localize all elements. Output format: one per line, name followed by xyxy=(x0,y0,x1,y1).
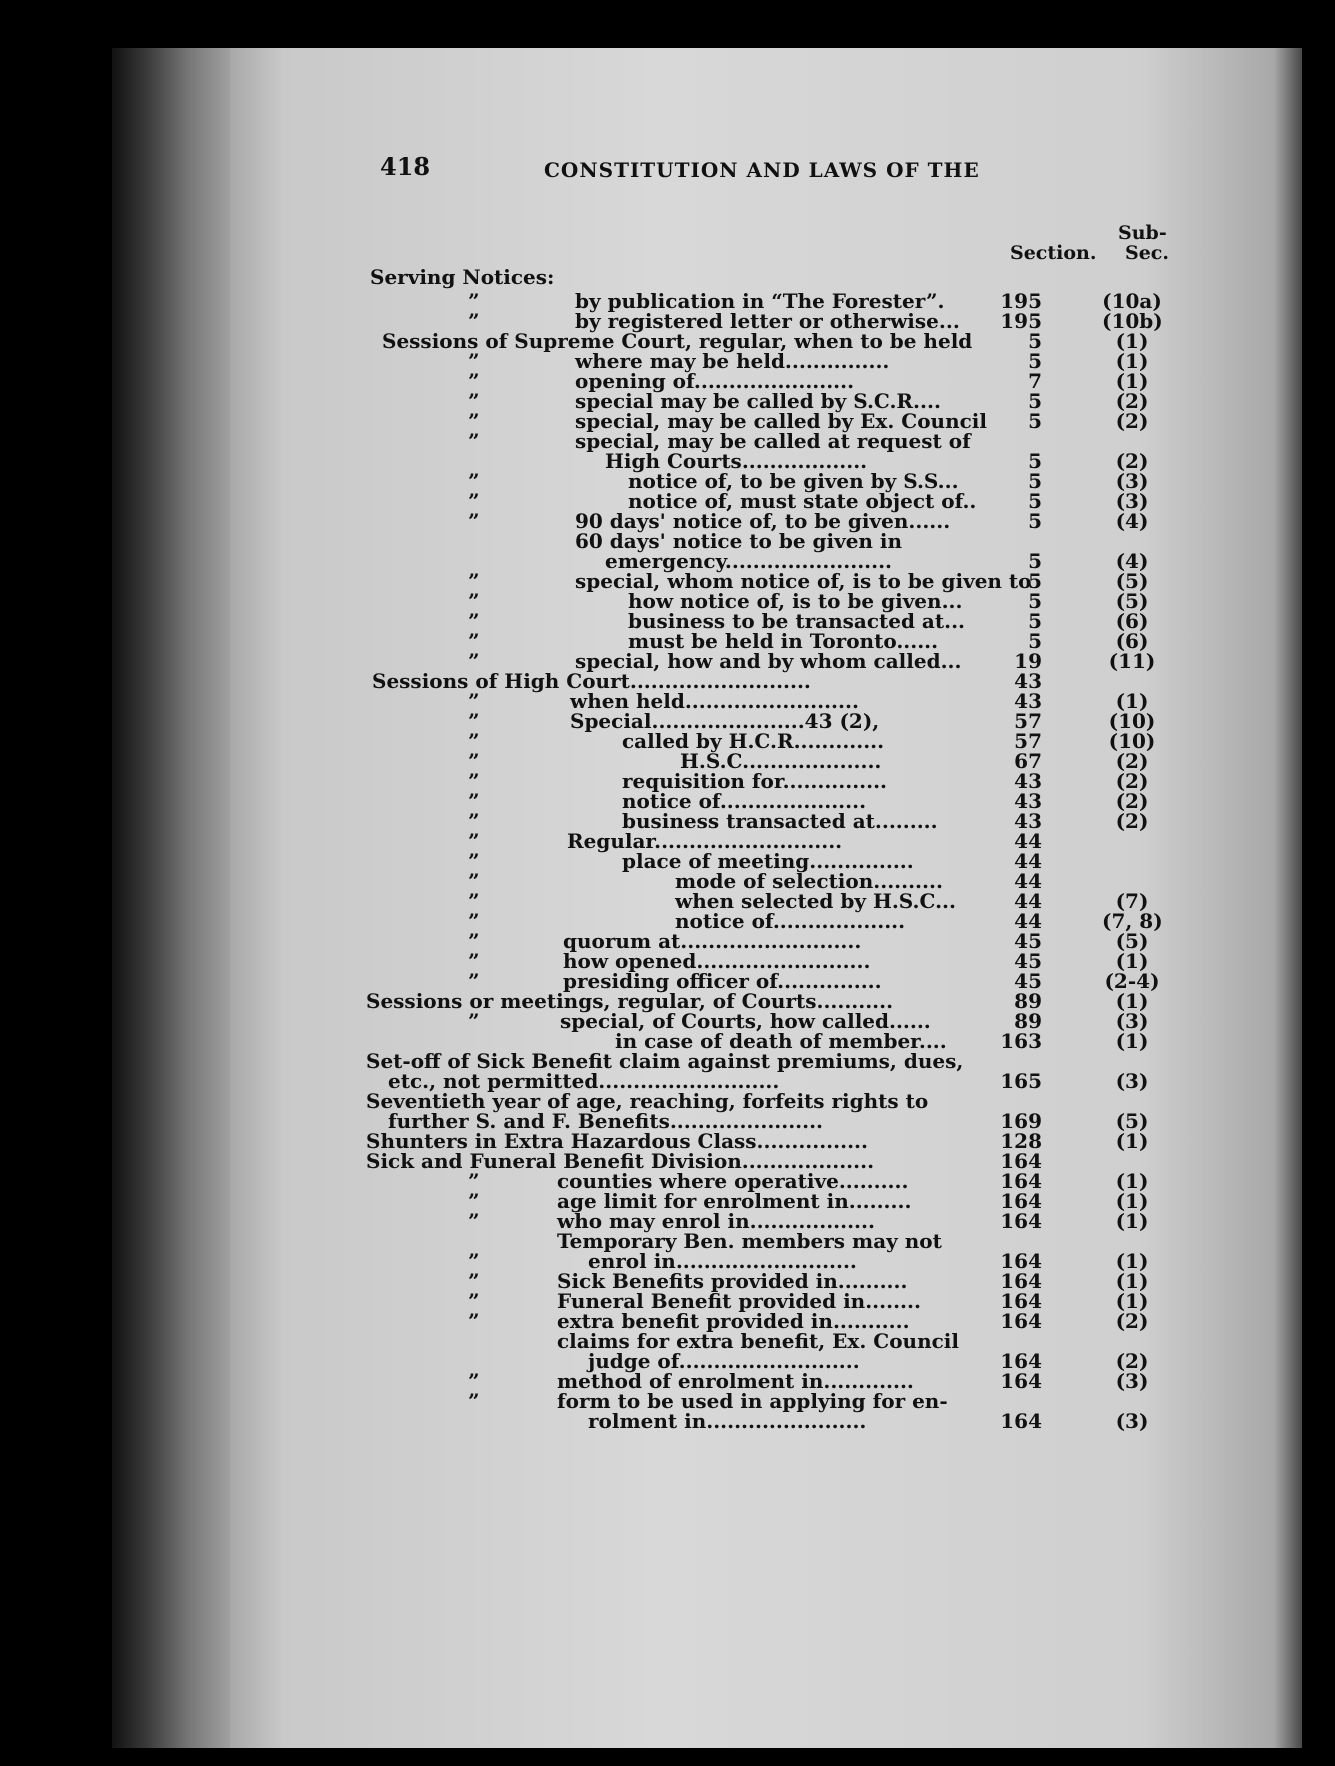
subsection-number: (1) xyxy=(1115,349,1149,373)
ditto-mark: ” xyxy=(468,1209,480,1233)
entry-text: mode of selection.......... xyxy=(675,869,943,893)
entry-text: presiding officer of............... xyxy=(563,969,882,993)
subsection-number: (5) xyxy=(1115,569,1149,593)
subsection-number: (10b) xyxy=(1102,309,1163,333)
section-number: 19 xyxy=(1014,649,1042,673)
subsection-number: (2) xyxy=(1115,749,1149,773)
section-number: 169 xyxy=(1000,1109,1042,1133)
section-number: 44 xyxy=(1014,829,1042,853)
subsection-number: (1) xyxy=(1115,1289,1149,1313)
section-number: 5 xyxy=(1028,609,1042,633)
subsection-number: (5) xyxy=(1115,929,1149,953)
entry-text: who may enrol in.................. xyxy=(557,1209,875,1233)
entry-text: in case of death of member.... xyxy=(615,1029,947,1053)
ditto-mark: ” xyxy=(468,629,480,653)
section-number: 45 xyxy=(1014,949,1042,973)
ditto-mark: ” xyxy=(468,489,480,513)
subsection-number: (3) xyxy=(1115,1009,1149,1033)
ditto-mark: ” xyxy=(468,749,480,773)
section-number: 164 xyxy=(1000,1169,1042,1193)
entry-text: 90 days' notice of, to be given...... xyxy=(575,509,951,533)
entry-text: counties where operative.......... xyxy=(557,1169,909,1193)
subsection-number: (2) xyxy=(1115,809,1149,833)
subsection-number: (2) xyxy=(1115,409,1149,433)
entry-text: rolment in....................... xyxy=(588,1409,867,1433)
subsection-number: (4) xyxy=(1115,549,1149,573)
subsection-number: (3) xyxy=(1115,1069,1149,1093)
section-number: 164 xyxy=(1000,1289,1042,1313)
section-column-header: Section. xyxy=(1010,242,1097,264)
entry-text: method of enrolment in............. xyxy=(557,1369,914,1393)
section-number: 164 xyxy=(1000,1189,1042,1213)
subsection-number: (2) xyxy=(1115,789,1149,813)
entry-text: age limit for enrolment in......... xyxy=(557,1189,912,1213)
subsection-header-line2: Sec. xyxy=(1125,242,1169,264)
entry-text: business to be transacted at... xyxy=(628,609,966,633)
ditto-mark: ” xyxy=(468,769,480,793)
subsection-number: (5) xyxy=(1115,1109,1149,1133)
section-number: 5 xyxy=(1028,449,1042,473)
entry-text: Sick and Funeral Benefit Division................... xyxy=(366,1149,875,1173)
section-number: 5 xyxy=(1028,329,1042,353)
ditto-mark: ” xyxy=(468,909,480,933)
section-number: 165 xyxy=(1000,1069,1042,1093)
entry-text: H.S.C.................... xyxy=(680,749,882,773)
ditto-mark: ” xyxy=(468,369,480,393)
entry-text: when held......................... xyxy=(570,689,859,713)
section-number: 128 xyxy=(1000,1129,1042,1153)
entry-text: special, whom notice of, is to be given to xyxy=(575,569,1032,593)
ditto-mark: ” xyxy=(468,869,480,893)
subsection-number: (6) xyxy=(1115,609,1149,633)
entry-text: opening of....................... xyxy=(575,369,855,393)
section-number: 5 xyxy=(1028,469,1042,493)
section-number: 5 xyxy=(1028,629,1042,653)
subsection-number: (2) xyxy=(1115,1349,1149,1373)
section-number: 195 xyxy=(1000,289,1042,313)
entry-text: by registered letter or otherwise... xyxy=(575,309,960,333)
ditto-mark: ” xyxy=(468,1369,480,1393)
section-number: 195 xyxy=(1000,309,1042,333)
ditto-mark: ” xyxy=(468,289,480,313)
ditto-mark: ” xyxy=(468,1389,480,1413)
entry-text: special, may be called by Ex. Council xyxy=(575,409,987,433)
entry-text: form to be used in applying for en- xyxy=(557,1389,948,1413)
entry-text: etc., not permitted.......................... xyxy=(388,1069,780,1093)
entry-text: place of meeting............... xyxy=(622,849,914,873)
ditto-mark: ” xyxy=(468,1249,480,1273)
section-number: 44 xyxy=(1014,889,1042,913)
ditto-mark: ” xyxy=(468,1289,480,1313)
section-number: 164 xyxy=(1000,1349,1042,1373)
subsection-number: (1) xyxy=(1115,1209,1149,1233)
subsection-number: (2) xyxy=(1115,1309,1149,1333)
entry-text: Shunters in Extra Hazardous Class................ xyxy=(366,1129,868,1153)
entry-text: how notice of, is to be given... xyxy=(628,589,963,613)
ditto-mark: ” xyxy=(468,569,480,593)
ditto-mark: ” xyxy=(468,309,480,333)
section-number: 5 xyxy=(1028,509,1042,533)
entry-text: Sessions or meetings, regular, of Courts........... xyxy=(366,989,894,1013)
section-number: 7 xyxy=(1028,369,1042,393)
entry-text: notice of................... xyxy=(675,909,906,933)
index-entry xyxy=(0,850,1335,872)
ditto-mark: ” xyxy=(468,349,480,373)
section-number: 44 xyxy=(1014,909,1042,933)
ditto-mark: ” xyxy=(468,889,480,913)
ditto-mark: ” xyxy=(468,1169,480,1193)
subsection-number: (10) xyxy=(1108,709,1156,733)
entry-text: 60 days' notice to be given in xyxy=(575,529,903,553)
index-entry xyxy=(0,266,1335,288)
entry-text: how opened......................... xyxy=(563,949,871,973)
entry-text: Set-off of Sick Benefit claim against premiums, dues, xyxy=(366,1049,964,1073)
ditto-mark: ” xyxy=(468,1189,480,1213)
ditto-mark: ” xyxy=(468,409,480,433)
section-number: 164 xyxy=(1000,1309,1042,1333)
section-number: 57 xyxy=(1014,709,1042,733)
ditto-mark: ” xyxy=(468,469,480,493)
ditto-mark: ” xyxy=(468,789,480,813)
entry-text: emergency........................ xyxy=(605,549,893,573)
subsection-number: (1) xyxy=(1115,1189,1149,1213)
subsection-number: (2) xyxy=(1115,449,1149,473)
ditto-mark: ” xyxy=(468,609,480,633)
section-number: 5 xyxy=(1028,389,1042,413)
section-number: 45 xyxy=(1014,929,1042,953)
subsection-number: (3) xyxy=(1115,489,1149,513)
running-title: CONSTITUTION AND LAWS OF THE xyxy=(544,158,980,182)
index-entry xyxy=(0,1410,1335,1432)
ditto-mark: ” xyxy=(468,589,480,613)
entry-text: Temporary Ben. members may not xyxy=(557,1229,942,1253)
section-number: 5 xyxy=(1028,349,1042,373)
ditto-mark: ” xyxy=(468,729,480,753)
section-number: 5 xyxy=(1028,549,1042,573)
subsection-number: (1) xyxy=(1115,1249,1149,1273)
section-number: 163 xyxy=(1000,1029,1042,1053)
entry-text: Regular........................... xyxy=(567,829,843,853)
subsection-number: (1) xyxy=(1115,1269,1149,1293)
section-number: 5 xyxy=(1028,569,1042,593)
ditto-mark: ” xyxy=(468,969,480,993)
section-number: 164 xyxy=(1000,1249,1042,1273)
subsection-number: (3) xyxy=(1115,1409,1149,1433)
ditto-mark: ” xyxy=(468,1009,480,1033)
section-number: 43 xyxy=(1014,689,1042,713)
entry-text: notice of, to be given by S.S... xyxy=(628,469,959,493)
entry-text: quorum at.......................... xyxy=(563,929,862,953)
subsection-number: (5) xyxy=(1115,589,1149,613)
subsection-number: (7) xyxy=(1115,889,1149,913)
section-number: 164 xyxy=(1000,1409,1042,1433)
subsection-number: (1) xyxy=(1115,1169,1149,1193)
subsection-number: (1) xyxy=(1115,1029,1149,1053)
entry-text: extra benefit provided in........... xyxy=(557,1309,910,1333)
entry-text: must be held in Toronto...... xyxy=(628,629,939,653)
subsection-number: (10) xyxy=(1108,729,1156,753)
subsection-number: (3) xyxy=(1115,469,1149,493)
subsection-header-line1: Sub- xyxy=(1118,222,1167,244)
subsection-number: (2-4) xyxy=(1104,969,1160,993)
entry-text: Sessions of Supreme Court, regular, when to be held xyxy=(382,329,973,353)
ditto-mark: ” xyxy=(468,1269,480,1293)
ditto-mark: ” xyxy=(468,689,480,713)
entry-text: Funeral Benefit provided in........ xyxy=(557,1289,921,1313)
entry-text: Seventieth year of age, reaching, forfeits rights to xyxy=(366,1089,929,1113)
section-number: 43 xyxy=(1014,769,1042,793)
subsection-number: (1) xyxy=(1115,949,1149,973)
entry-text: High Courts.................. xyxy=(605,449,868,473)
ditto-mark: ” xyxy=(468,389,480,413)
entry-text: enrol in.......................... xyxy=(588,1249,857,1273)
ditto-mark: ” xyxy=(468,649,480,673)
section-number: 89 xyxy=(1014,1009,1042,1033)
section-number: 44 xyxy=(1014,849,1042,873)
subsection-number: (3) xyxy=(1115,1369,1149,1393)
entry-text: further S. and F. Benefits...................... xyxy=(388,1109,824,1133)
entry-text: called by H.C.R............. xyxy=(622,729,885,753)
ditto-mark: ” xyxy=(468,1309,480,1333)
subsection-number: (2) xyxy=(1115,769,1149,793)
section-number: 89 xyxy=(1014,989,1042,1013)
entry-text: Sessions of High Court.......................... xyxy=(372,669,811,693)
section-number: 43 xyxy=(1014,669,1042,693)
section-number: 164 xyxy=(1000,1269,1042,1293)
entry-text: requisition for............... xyxy=(622,769,888,793)
ditto-mark: ” xyxy=(468,709,480,733)
section-number: 43 xyxy=(1014,809,1042,833)
ditto-mark: ” xyxy=(468,429,480,453)
section-number: 164 xyxy=(1000,1209,1042,1233)
page-number: 418 xyxy=(380,152,431,181)
subsection-number: (1) xyxy=(1115,989,1149,1013)
section-number: 57 xyxy=(1014,729,1042,753)
ditto-mark: ” xyxy=(468,809,480,833)
subsection-number: (1) xyxy=(1115,1129,1149,1153)
ditto-mark: ” xyxy=(468,949,480,973)
section-number: 5 xyxy=(1028,589,1042,613)
entry-text: judge of.......................... xyxy=(588,1349,860,1373)
subsection-number: (1) xyxy=(1115,369,1149,393)
subsection-number: (4) xyxy=(1115,509,1149,533)
subsection-number: (2) xyxy=(1115,389,1149,413)
entry-text: special may be called by S.C.R.... xyxy=(575,389,941,413)
entry-text: by publication in “The Forester”. xyxy=(575,289,945,313)
section-number: 164 xyxy=(1000,1369,1042,1393)
ditto-mark: ” xyxy=(468,509,480,533)
entry-text: business transacted at......... xyxy=(622,809,938,833)
entry-text: notice of..................... xyxy=(622,789,867,813)
subsection-number: (1) xyxy=(1115,329,1149,353)
entry-text: notice of, must state object of.. xyxy=(628,489,977,513)
entry-text: where may be held............... xyxy=(575,349,890,373)
subsection-number: (1) xyxy=(1115,689,1149,713)
subsection-number: (11) xyxy=(1108,649,1156,673)
ditto-mark: ” xyxy=(468,849,480,873)
entry-text: Special......................43 (2), xyxy=(570,709,880,733)
subsection-number: (7, 8) xyxy=(1102,909,1163,933)
section-number: 45 xyxy=(1014,969,1042,993)
entry-text: special, of Courts, how called...... xyxy=(560,1009,931,1033)
entry-text: when selected by H.S.C... xyxy=(675,889,956,913)
section-number: 164 xyxy=(1000,1149,1042,1173)
ditto-mark: ” xyxy=(468,829,480,853)
section-number: 5 xyxy=(1028,409,1042,433)
entry-text: Serving Notices: xyxy=(370,265,555,289)
subsection-number: (10a) xyxy=(1102,289,1162,313)
section-number: 44 xyxy=(1014,869,1042,893)
ditto-mark: ” xyxy=(468,929,480,953)
entry-text: claims for extra benefit, Ex. Council xyxy=(557,1329,959,1353)
entry-text: special, how and by whom called... xyxy=(575,649,962,673)
subsection-number: (6) xyxy=(1115,629,1149,653)
entry-text: special, may be called at request of xyxy=(575,429,971,453)
section-number: 67 xyxy=(1014,749,1042,773)
entry-text: Sick Benefits provided in.......... xyxy=(557,1269,908,1293)
section-number: 43 xyxy=(1014,789,1042,813)
section-number: 5 xyxy=(1028,489,1042,513)
